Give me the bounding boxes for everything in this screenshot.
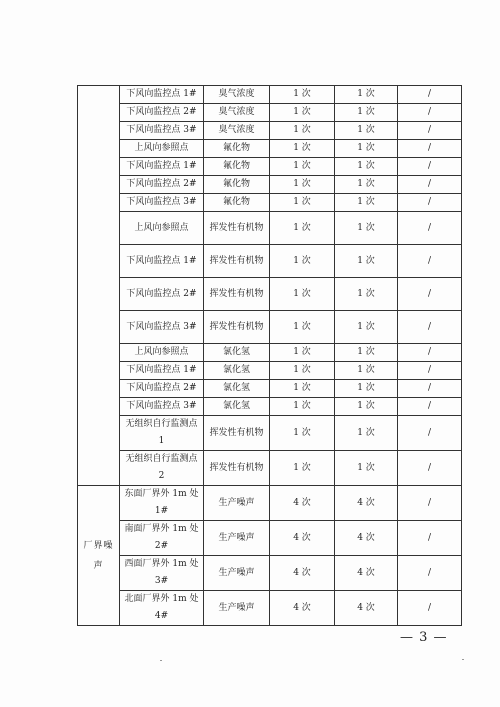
table-row: [78, 398, 462, 416]
pollutant-item-cell: 生产噪声: [204, 521, 270, 556]
table-row: [78, 278, 462, 311]
pollutant-item-cell: 氯化氢: [204, 362, 270, 380]
remark-cell: /: [398, 140, 462, 158]
frequency-cell: 1 次: [335, 176, 398, 194]
monitoring-point-cell: 下风向监控点 2#: [120, 380, 204, 398]
frequency-cell: 4 次: [270, 521, 335, 556]
remark-cell: /: [398, 86, 462, 104]
remark-cell: /: [398, 398, 462, 416]
pollutant-item-cell: 氟化物: [204, 140, 270, 158]
remark-cell: /: [398, 176, 462, 194]
table-row: [78, 362, 462, 380]
pollutant-item-cell: 挥发性有机物: [204, 245, 270, 278]
remark-cell: /: [398, 591, 462, 626]
table-row: [78, 486, 462, 521]
pollutant-item-cell: 氯化氢: [204, 398, 270, 416]
frequency-cell: 1 次: [335, 398, 398, 416]
pollutant-item-cell: 氟化物: [204, 176, 270, 194]
pollutant-item-cell: 臭气浓度: [204, 104, 270, 122]
table-row: [78, 556, 462, 591]
table-row: [78, 122, 462, 140]
monitoring-point-cell: 无组织自行监测点 1: [120, 416, 204, 451]
table-row: [78, 521, 462, 556]
monitoring-point-cell: 下风向监控点 1#: [120, 362, 204, 380]
monitoring-point-cell: 东面厂界外 1m 处 1#: [120, 486, 204, 521]
remark-cell: /: [398, 194, 462, 212]
frequency-cell: 1 次: [270, 194, 335, 212]
frequency-cell: 1 次: [335, 344, 398, 362]
pollutant-item-cell: 臭气浓度: [204, 122, 270, 140]
table-row: [78, 380, 462, 398]
remark-cell: /: [398, 158, 462, 176]
frequency-cell: 1 次: [270, 344, 335, 362]
frequency-cell: 4 次: [335, 556, 398, 591]
pollutant-item-cell: 臭气浓度: [204, 86, 270, 104]
monitoring-point-cell: 上风向参照点: [120, 344, 204, 362]
table-body: [78, 86, 462, 626]
pollutant-item-cell: 挥发性有机物: [204, 311, 270, 344]
remark-cell: /: [398, 122, 462, 140]
pollutant-item-cell: 生产噪声: [204, 486, 270, 521]
frequency-cell: 1 次: [270, 398, 335, 416]
pollutant-item-cell: 挥发性有机物: [204, 451, 270, 486]
remark-cell: /: [398, 486, 462, 521]
remark-cell: /: [398, 278, 462, 311]
table-row: [78, 212, 462, 245]
remark-cell: /: [398, 311, 462, 344]
frequency-cell: 1 次: [270, 86, 335, 104]
frequency-cell: 1 次: [335, 158, 398, 176]
remark-cell: /: [398, 380, 462, 398]
frequency-cell: 4 次: [270, 486, 335, 521]
table-row: [78, 245, 462, 278]
table-row: [78, 344, 462, 362]
frequency-cell: 1 次: [270, 158, 335, 176]
frequency-cell: 1 次: [335, 362, 398, 380]
frequency-cell: 1 次: [270, 245, 335, 278]
frequency-cell: 1 次: [335, 212, 398, 245]
frequency-cell: 1 次: [270, 362, 335, 380]
table-row: [78, 176, 462, 194]
frequency-cell: 4 次: [335, 521, 398, 556]
pollutant-item-cell: 氟化物: [204, 194, 270, 212]
remark-cell: /: [398, 451, 462, 486]
pollutant-item-cell: 挥发性有机物: [204, 416, 270, 451]
table-row: [78, 104, 462, 122]
group-label-cell: [78, 86, 120, 486]
table-row: [78, 591, 462, 626]
frequency-cell: 4 次: [270, 556, 335, 591]
pollutant-item-cell: 生产噪声: [204, 556, 270, 591]
monitoring-point-cell: 北面厂界外 1m 处 4#: [120, 591, 204, 626]
monitoring-point-cell: 下风向监控点 1#: [120, 245, 204, 278]
pollutant-item-cell: 挥发性有机物: [204, 212, 270, 245]
frequency-cell: 1 次: [270, 451, 335, 486]
pollutant-item-cell: 氯化氢: [204, 344, 270, 362]
frequency-cell: 1 次: [335, 380, 398, 398]
frequency-cell: 1 次: [335, 416, 398, 451]
table-row: [78, 140, 462, 158]
monitoring-point-cell: 下风向监控点 1#: [120, 86, 204, 104]
table-row: [78, 311, 462, 344]
frequency-cell: 4 次: [335, 591, 398, 626]
monitoring-point-cell: 下风向监控点 2#: [120, 104, 204, 122]
frequency-cell: 1 次: [335, 278, 398, 311]
monitoring-point-cell: 下风向监控点 3#: [120, 194, 204, 212]
scan-speck: [462, 659, 464, 660]
frequency-cell: 1 次: [335, 311, 398, 344]
remark-cell: /: [398, 362, 462, 380]
frequency-cell: 1 次: [335, 86, 398, 104]
remark-cell: /: [398, 344, 462, 362]
frequency-cell: 1 次: [335, 122, 398, 140]
monitoring-point-cell: 下风向监控点 3#: [120, 398, 204, 416]
remark-cell: /: [398, 245, 462, 278]
monitoring-point-cell: 下风向监控点 2#: [120, 278, 204, 311]
remark-cell: /: [398, 556, 462, 591]
scan-speck: [160, 660, 162, 661]
frequency-cell: 4 次: [335, 486, 398, 521]
frequency-cell: 1 次: [270, 278, 335, 311]
frequency-cell: 1 次: [335, 451, 398, 486]
frequency-cell: 1 次: [270, 122, 335, 140]
remark-cell: /: [398, 416, 462, 451]
monitoring-point-cell: 下风向监控点 2#: [120, 176, 204, 194]
table-row: [78, 416, 462, 451]
page-number: — 3 —: [400, 630, 448, 645]
monitoring-point-cell: 下风向监控点 3#: [120, 122, 204, 140]
frequency-cell: 4 次: [270, 591, 335, 626]
group-label-cell: 厂界噪声: [78, 486, 120, 626]
frequency-cell: 1 次: [270, 416, 335, 451]
table-row: [78, 451, 462, 486]
table-row: [78, 194, 462, 212]
frequency-cell: 1 次: [270, 176, 335, 194]
monitoring-point-cell: 上风向参照点: [120, 212, 204, 245]
frequency-cell: 1 次: [270, 380, 335, 398]
frequency-cell: 1 次: [270, 311, 335, 344]
monitoring-point-cell: 西面厂界外 1m 处 3#: [120, 556, 204, 591]
frequency-cell: 1 次: [270, 140, 335, 158]
monitoring-point-cell: 下风向监控点 1#: [120, 158, 204, 176]
frequency-cell: 1 次: [335, 104, 398, 122]
monitoring-point-cell: 南面厂界外 1m 处 2#: [120, 521, 204, 556]
pollutant-item-cell: 生产噪声: [204, 591, 270, 626]
pollutant-item-cell: 氯化氢: [204, 380, 270, 398]
remark-cell: /: [398, 212, 462, 245]
frequency-cell: 1 次: [335, 245, 398, 278]
pollutant-item-cell: 挥发性有机物: [204, 278, 270, 311]
remark-cell: /: [398, 104, 462, 122]
monitoring-point-cell: 无组织自行监测点 2: [120, 451, 204, 486]
monitoring-plan-table: [77, 85, 462, 626]
remark-cell: /: [398, 521, 462, 556]
monitoring-point-cell: 下风向监控点 3#: [120, 311, 204, 344]
pollutant-item-cell: 氟化物: [204, 158, 270, 176]
frequency-cell: 1 次: [270, 212, 335, 245]
frequency-cell: 1 次: [270, 104, 335, 122]
table-row: [78, 158, 462, 176]
monitoring-point-cell: 上风向参照点: [120, 140, 204, 158]
frequency-cell: 1 次: [335, 140, 398, 158]
table-row: [78, 86, 462, 104]
frequency-cell: 1 次: [335, 194, 398, 212]
